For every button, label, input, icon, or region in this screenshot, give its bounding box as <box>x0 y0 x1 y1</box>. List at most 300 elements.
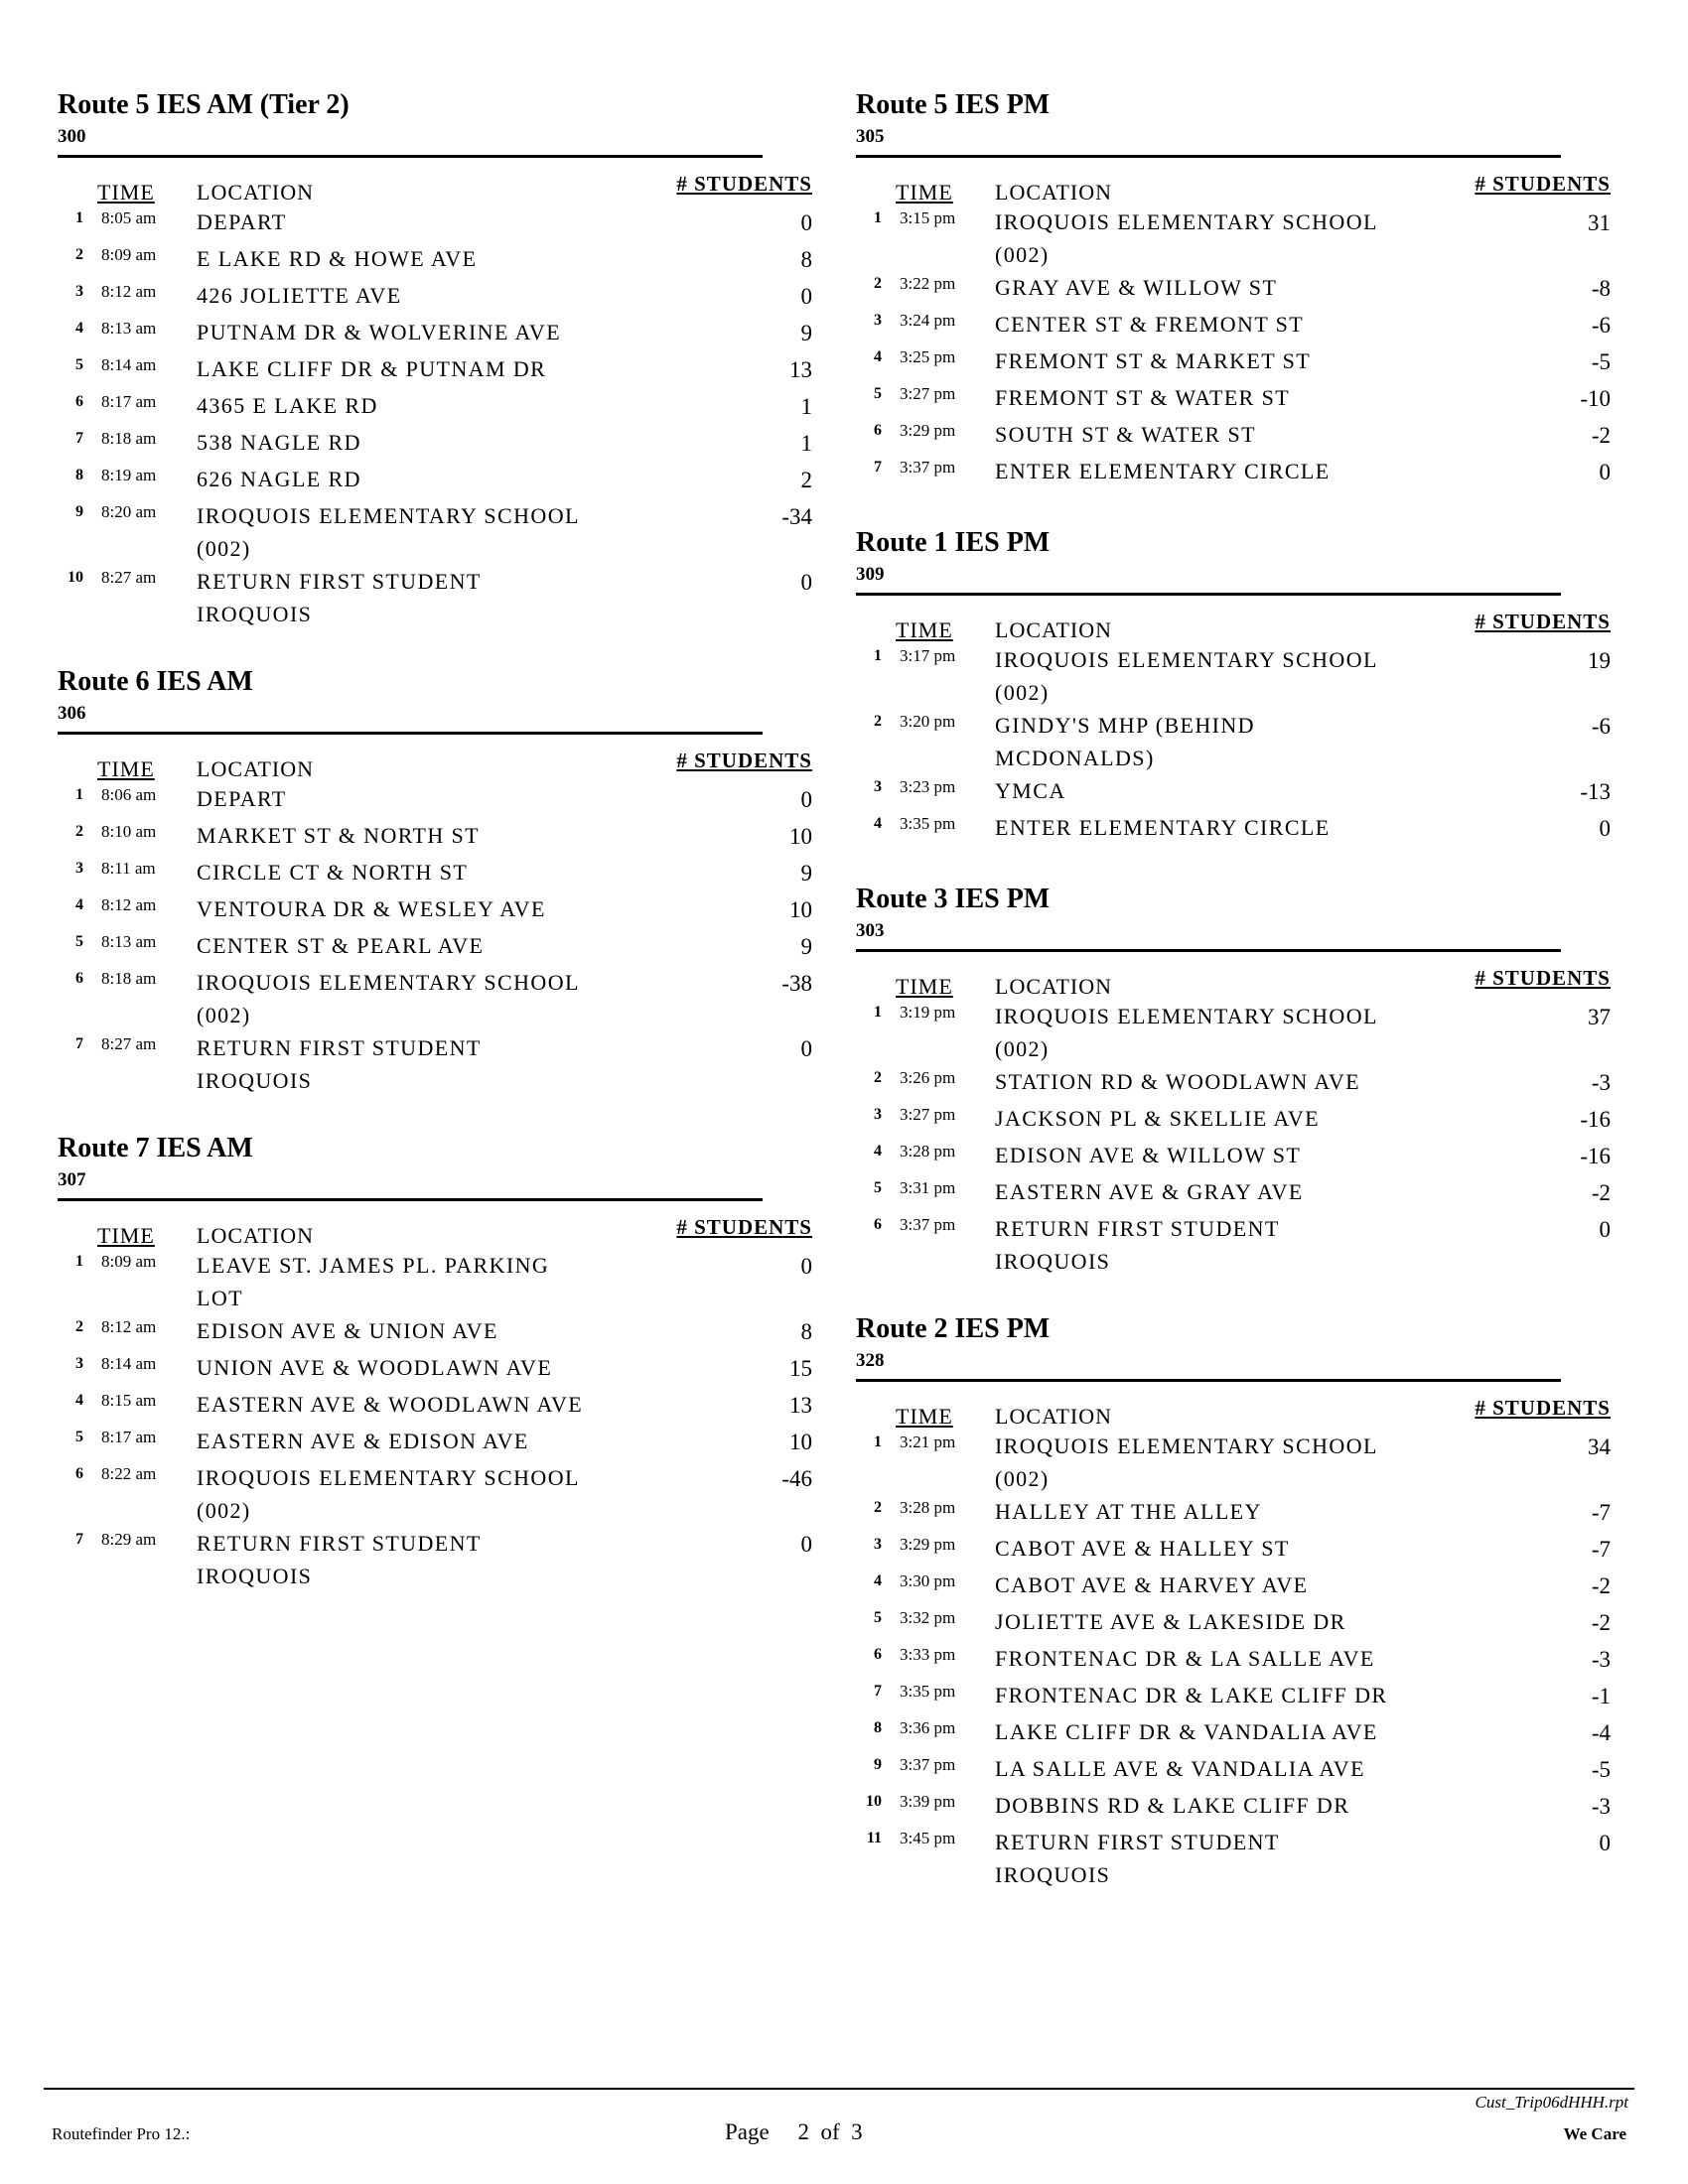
location-column-header: LOCATION <box>995 617 1112 642</box>
route-divider <box>856 155 1561 158</box>
stop-students: -2 <box>1591 1573 1611 1598</box>
stop-row <box>856 1826 1611 1891</box>
stop-time: 3:35 pm <box>900 1682 956 1701</box>
stop-time: 3:37 pm <box>900 1755 956 1774</box>
stop-students: 0 <box>800 1036 812 1061</box>
stop-students: -3 <box>1591 1070 1611 1095</box>
stop-row <box>856 1175 1611 1212</box>
students-column-header: # STUDENTS <box>676 1215 812 1239</box>
stop-students: 1 <box>800 431 812 456</box>
stop-time: 8:12 am <box>101 282 157 301</box>
route-title: Route 2 IES PM <box>856 1313 1051 1344</box>
stop-location: RETURN FIRST STUDENT IROQUOIS <box>197 1035 482 1093</box>
stop-row <box>58 316 812 352</box>
students-column-header: # STUDENTS <box>1475 1396 1611 1420</box>
stop-number: 8 <box>75 467 83 483</box>
stop-row <box>856 1065 1611 1102</box>
page-total: 3 <box>851 2119 863 2144</box>
stop-number: 5 <box>874 385 882 402</box>
stop-time: 3:28 pm <box>900 1498 956 1517</box>
route-section <box>856 87 1611 491</box>
stop-row <box>58 1527 812 1592</box>
stop-location: STATION RD & WOODLAWN AVE <box>995 1069 1360 1094</box>
route-section <box>58 664 812 1097</box>
route-section <box>856 525 1611 848</box>
stop-location: CENTER ST & FREMONT ST <box>995 312 1305 337</box>
stop-students: -10 <box>1580 386 1611 411</box>
column-header-row <box>58 749 812 782</box>
stop-students: 1 <box>800 394 812 419</box>
stop-location: EDISON AVE & UNION AVE <box>197 1318 498 1343</box>
location-column-header: LOCATION <box>995 974 1112 999</box>
stop-number: 5 <box>75 356 83 373</box>
stop-row <box>58 929 812 966</box>
stop-row <box>856 1430 1611 1495</box>
stop-time: 3:27 pm <box>900 1105 956 1124</box>
report-filename: Cust_Trip06dHHH.rpt <box>1475 2093 1628 2112</box>
time-column-header: TIME <box>97 756 155 781</box>
stop-row <box>58 1249 812 1314</box>
stop-location: VENTOURA DR & WESLEY AVE <box>197 896 546 921</box>
stop-students: -16 <box>1580 1107 1611 1132</box>
stop-time: 8:19 am <box>101 466 157 484</box>
stop-students: -34 <box>781 504 812 529</box>
stop-time: 3:29 pm <box>900 1535 956 1554</box>
route-code: 309 <box>856 564 885 585</box>
stop-location: CABOT AVE & HALLEY ST <box>995 1536 1290 1561</box>
stop-row <box>856 811 1611 848</box>
route-code: 307 <box>58 1169 86 1190</box>
stop-number: 6 <box>874 1646 882 1663</box>
stop-time: 3:32 pm <box>900 1608 956 1627</box>
stop-number: 1 <box>874 1004 882 1021</box>
stop-location: MARKET ST & NORTH ST <box>197 823 481 848</box>
stop-location: GINDY'S MHP (BEHIND MCDONALDS) <box>995 713 1255 770</box>
stop-row <box>58 782 812 819</box>
stop-row <box>856 271 1611 308</box>
stop-number: 1 <box>874 1433 882 1450</box>
stop-students: 0 <box>800 284 812 309</box>
stop-students: 8 <box>800 1319 812 1344</box>
software-name: Routefinder Pro 12.: <box>52 2124 191 2143</box>
stop-row <box>856 1752 1611 1789</box>
stop-time: 8:17 am <box>101 1428 157 1446</box>
stop-number: 6 <box>874 422 882 439</box>
stop-students: -2 <box>1591 423 1611 448</box>
stop-row <box>58 1314 812 1351</box>
stop-time: 3:15 pm <box>900 208 956 227</box>
stop-location: CENTER ST & PEARL AVE <box>197 933 485 958</box>
column-header-row <box>856 1396 1611 1430</box>
students-column-header: # STUDENTS <box>676 749 812 772</box>
stop-row <box>856 1000 1611 1065</box>
stop-students: 15 <box>789 1356 812 1381</box>
stop-row <box>856 1212 1611 1278</box>
column-header-row <box>58 172 812 205</box>
stop-row <box>58 352 812 389</box>
stop-location: HALLEY AT THE ALLEY <box>995 1499 1262 1524</box>
stop-row <box>856 1642 1611 1679</box>
stop-row <box>58 892 812 929</box>
stop-time: 3:19 pm <box>900 1003 956 1022</box>
time-column-header: TIME <box>896 180 953 205</box>
stop-row <box>58 242 812 279</box>
stop-time: 8:11 am <box>101 859 156 878</box>
route-title: Route 5 IES PM <box>856 89 1051 120</box>
stop-location: DOBBINS RD & LAKE CLIFF DR <box>995 1793 1350 1818</box>
stop-time: 3:21 pm <box>900 1433 956 1451</box>
stop-row <box>856 1569 1611 1605</box>
page-indicator <box>725 2119 863 2145</box>
time-column-header: TIME <box>896 974 953 999</box>
stop-number: 3 <box>75 1355 83 1372</box>
stop-row <box>856 709 1611 774</box>
route-code: 328 <box>856 1350 885 1371</box>
stop-time: 3:27 pm <box>900 384 956 403</box>
stop-time: 3:39 pm <box>900 1792 956 1811</box>
stop-row <box>58 1388 812 1425</box>
stop-number: 7 <box>874 459 882 476</box>
stop-students: 9 <box>800 861 812 886</box>
stop-location: RETURN FIRST STUDENT IROQUOIS <box>197 569 482 626</box>
stop-students: -13 <box>1580 779 1611 804</box>
stop-row <box>58 499 812 565</box>
stop-students: -5 <box>1591 1757 1611 1782</box>
stop-number: 2 <box>874 713 882 730</box>
stop-location: LAKE CLIFF DR & PUTNAM DR <box>197 356 547 381</box>
column-header-row <box>58 1215 812 1249</box>
stop-number: 3 <box>874 1106 882 1123</box>
location-column-header: LOCATION <box>995 1404 1112 1429</box>
stop-location: PUTNAM DR & WOLVERINE AVE <box>197 320 562 344</box>
stop-number: 7 <box>75 1531 83 1548</box>
stop-row <box>58 1425 812 1461</box>
stop-location: IROQUOIS ELEMENTARY SCHOOL (002) <box>197 503 580 561</box>
stop-location: IROQUOIS ELEMENTARY SCHOOL (002) <box>995 1433 1378 1491</box>
location-column-header: LOCATION <box>197 180 314 205</box>
stop-row <box>856 1139 1611 1175</box>
stop-time: 3:17 pm <box>900 646 956 665</box>
stop-time: 3:37 pm <box>900 1215 956 1234</box>
stop-students: 0 <box>1599 1217 1611 1242</box>
stop-number: 5 <box>75 1429 83 1445</box>
stop-location: LA SALLE AVE & VANDALIA AVE <box>995 1756 1365 1781</box>
stop-number: 1 <box>75 786 83 803</box>
stop-location: DEPART <box>197 209 287 234</box>
organization-name: We Care <box>1563 2124 1626 2143</box>
route-section <box>58 1131 812 1592</box>
stop-time: 8:10 am <box>101 822 157 841</box>
stop-time: 8:12 am <box>101 895 157 914</box>
stop-number: 1 <box>874 209 882 226</box>
stop-time: 3:26 pm <box>900 1068 956 1087</box>
stop-time: 8:12 am <box>101 1317 157 1336</box>
right-column <box>856 87 1611 1891</box>
stop-time: 8:14 am <box>101 1354 157 1373</box>
stop-number: 4 <box>874 815 882 832</box>
stop-location: YMCA <box>995 778 1066 803</box>
stop-time: 3:29 pm <box>900 421 956 440</box>
stop-location: IROQUOIS ELEMENTARY SCHOOL (002) <box>197 1465 580 1523</box>
stop-number: 9 <box>75 503 83 520</box>
stop-number: 7 <box>75 430 83 447</box>
stop-number: 6 <box>874 1216 882 1233</box>
stop-students: 0 <box>800 787 812 812</box>
stop-row <box>856 774 1611 811</box>
route-divider <box>856 593 1561 596</box>
route-divider <box>58 155 763 158</box>
stop-time: 8:27 am <box>101 568 157 587</box>
stop-time: 3:22 pm <box>900 274 956 293</box>
time-column-header: TIME <box>896 617 953 642</box>
stop-students: 0 <box>1599 460 1611 484</box>
stop-students: 8 <box>800 247 812 272</box>
stop-number: 5 <box>874 1179 882 1196</box>
stop-students: 37 <box>1588 1005 1611 1029</box>
stop-location: IROQUOIS ELEMENTARY SCHOOL (002) <box>197 970 580 1027</box>
stop-students: 0 <box>800 570 812 595</box>
stop-row <box>58 1351 812 1388</box>
stop-students: -2 <box>1591 1610 1611 1635</box>
stop-students: 0 <box>1599 816 1611 841</box>
stop-number: 11 <box>866 1830 882 1846</box>
stop-number: 3 <box>75 283 83 300</box>
stop-location: EASTERN AVE & GRAY AVE <box>995 1179 1304 1204</box>
left-column <box>58 87 812 1592</box>
stop-location: LAKE CLIFF DR & VANDALIA AVE <box>995 1719 1378 1744</box>
of-label: of <box>820 2119 840 2144</box>
stop-time: 3:36 pm <box>900 1718 956 1737</box>
route-title: Route 5 IES AM (Tier 2) <box>58 89 350 120</box>
stop-number: 4 <box>75 320 83 337</box>
stop-location: FRONTENAC DR & LA SALLE AVE <box>995 1646 1375 1671</box>
route-title: Route 3 IES PM <box>856 884 1051 914</box>
stop-number: 6 <box>75 393 83 410</box>
route-divider <box>58 732 763 735</box>
column-header-row <box>856 172 1611 205</box>
stop-students: 9 <box>800 934 812 959</box>
time-column-header: TIME <box>97 180 155 205</box>
stop-time: 8:27 am <box>101 1034 157 1053</box>
stop-time: 3:24 pm <box>900 311 956 330</box>
stop-students: -4 <box>1591 1720 1611 1745</box>
stop-students: -1 <box>1591 1684 1611 1708</box>
page-label: Page <box>725 2119 770 2144</box>
stop-location: CABOT AVE & HARVEY AVE <box>995 1572 1309 1597</box>
stop-students: -6 <box>1591 313 1611 338</box>
stop-time: 8:06 am <box>101 785 157 804</box>
stop-time: 3:45 pm <box>900 1829 956 1847</box>
stop-row <box>856 1495 1611 1532</box>
stop-students: 0 <box>800 210 812 235</box>
stop-row <box>58 279 812 316</box>
stop-number: 4 <box>874 1572 882 1589</box>
stop-row <box>58 565 812 630</box>
stop-number: 10 <box>68 569 83 586</box>
stop-location: IROQUOIS ELEMENTARY SCHOOL (002) <box>995 647 1378 705</box>
stop-number: 2 <box>75 1318 83 1335</box>
stop-location: RETURN FIRST STUDENT IROQUOIS <box>197 1531 482 1588</box>
route-title: Route 7 IES AM <box>58 1133 253 1163</box>
location-column-header: LOCATION <box>197 756 314 781</box>
stop-row <box>58 1031 812 1097</box>
stop-row <box>856 643 1611 709</box>
stop-time: 3:23 pm <box>900 777 956 796</box>
route-section <box>856 882 1611 1278</box>
stop-number: 5 <box>75 933 83 950</box>
stop-students: -8 <box>1591 276 1611 301</box>
stop-row <box>856 344 1611 381</box>
stop-students: 9 <box>800 321 812 345</box>
route-section <box>856 1311 1611 1891</box>
stop-time: 3:25 pm <box>900 347 956 366</box>
stop-location: FRONTENAC DR & LAKE CLIFF DR <box>995 1683 1388 1707</box>
stop-number: 2 <box>75 823 83 840</box>
stop-number: 4 <box>75 1392 83 1409</box>
stop-students: 31 <box>1588 210 1611 235</box>
stop-number: 8 <box>874 1719 882 1736</box>
stop-location: 626 NAGLE RD <box>197 467 361 491</box>
stop-students: 0 <box>800 1532 812 1557</box>
stop-location: FREMONT ST & WATER ST <box>995 385 1291 410</box>
stop-students: -38 <box>781 971 812 996</box>
stop-location: CIRCLE CT & NORTH ST <box>197 860 469 885</box>
stop-location: E LAKE RD & HOWE AVE <box>197 246 478 271</box>
stop-row <box>856 308 1611 344</box>
stop-number: 6 <box>75 1465 83 1482</box>
stop-location: LEAVE ST. JAMES PL. PARKING LOT <box>197 1253 550 1310</box>
stop-number: 10 <box>866 1793 882 1810</box>
stop-students: -46 <box>781 1466 812 1491</box>
stop-time: 3:37 pm <box>900 458 956 477</box>
route-code: 300 <box>58 126 86 147</box>
stop-location: RETURN FIRST STUDENT IROQUOIS <box>995 1216 1280 1274</box>
stop-row <box>58 856 812 892</box>
stop-students: -7 <box>1591 1500 1611 1525</box>
stop-time: 8:13 am <box>101 319 157 338</box>
stop-time: 3:33 pm <box>900 1645 956 1664</box>
stop-time: 8:15 am <box>101 1391 157 1410</box>
stop-time: 8:05 am <box>101 208 157 227</box>
stop-time: 8:09 am <box>101 245 157 264</box>
stop-students: -6 <box>1591 714 1611 739</box>
stop-number: 1 <box>75 209 83 226</box>
stop-students: 10 <box>789 897 812 922</box>
students-column-header: # STUDENTS <box>1475 966 1611 990</box>
stop-row <box>58 205 812 242</box>
stop-location: SOUTH ST & WATER ST <box>995 422 1256 447</box>
route-divider <box>58 1198 763 1201</box>
stop-location: 538 NAGLE RD <box>197 430 361 455</box>
location-column-header: LOCATION <box>197 1223 314 1248</box>
stop-students: 10 <box>789 824 812 849</box>
time-column-header: TIME <box>896 1404 953 1429</box>
students-column-header: # STUDENTS <box>676 172 812 196</box>
stop-students: -3 <box>1591 1647 1611 1672</box>
stop-row <box>856 1789 1611 1826</box>
stop-number: 2 <box>874 1499 882 1516</box>
stop-students: 0 <box>800 1254 812 1279</box>
stop-students: -2 <box>1591 1180 1611 1205</box>
stop-time: 3:35 pm <box>900 814 956 833</box>
stop-time: 8:13 am <box>101 932 157 951</box>
stop-time: 8:20 am <box>101 502 157 521</box>
stop-time: 3:28 pm <box>900 1142 956 1160</box>
column-header-row <box>856 966 1611 1000</box>
stop-location: FREMONT ST & MARKET ST <box>995 348 1312 373</box>
stop-students: -16 <box>1580 1144 1611 1168</box>
stop-number: 2 <box>75 246 83 263</box>
stop-row <box>856 1605 1611 1642</box>
stop-time: 8:14 am <box>101 355 157 374</box>
stop-number: 4 <box>874 1143 882 1160</box>
stop-row <box>58 819 812 856</box>
route-code: 305 <box>856 126 885 147</box>
route-divider <box>856 949 1561 952</box>
stop-location: EASTERN AVE & EDISON AVE <box>197 1429 529 1453</box>
stop-students: 10 <box>789 1430 812 1454</box>
stop-location: RETURN FIRST STUDENT IROQUOIS <box>995 1830 1280 1887</box>
location-column-header: LOCATION <box>995 180 1112 205</box>
stop-location: EDISON AVE & WILLOW ST <box>995 1143 1302 1167</box>
stop-location: UNION AVE & WOODLAWN AVE <box>197 1355 553 1380</box>
stop-time: 8:22 am <box>101 1464 157 1483</box>
students-column-header: # STUDENTS <box>1475 172 1611 196</box>
stop-students: -5 <box>1591 349 1611 374</box>
stop-students: -7 <box>1591 1537 1611 1562</box>
stop-time: 3:20 pm <box>900 712 956 731</box>
route-code: 303 <box>856 920 885 941</box>
stop-students: 13 <box>789 357 812 382</box>
stop-row <box>856 381 1611 418</box>
stop-time: 8:29 am <box>101 1530 157 1549</box>
stop-row <box>856 1679 1611 1715</box>
stop-location: IROQUOIS ELEMENTARY SCHOOL (002) <box>995 209 1378 267</box>
stop-time: 8:18 am <box>101 969 157 988</box>
stop-location: 4365 E LAKE RD <box>197 393 378 418</box>
stop-row <box>58 463 812 499</box>
stop-row <box>856 1532 1611 1569</box>
stop-number: 3 <box>874 778 882 795</box>
stop-location: DEPART <box>197 786 287 811</box>
stop-row <box>58 389 812 426</box>
stop-number: 2 <box>874 275 882 292</box>
stop-number: 3 <box>874 1536 882 1553</box>
stop-row <box>856 418 1611 455</box>
stop-number: 4 <box>75 896 83 913</box>
stop-number: 5 <box>874 1609 882 1626</box>
route-title: Route 1 IES PM <box>856 527 1051 558</box>
stop-row <box>58 426 812 463</box>
stop-number: 1 <box>75 1253 83 1270</box>
stop-location: ENTER ELEMENTARY CIRCLE <box>995 815 1331 840</box>
stop-students: 34 <box>1588 1434 1611 1459</box>
stop-row <box>856 1715 1611 1752</box>
stop-location: 426 JOLIETTE AVE <box>197 283 402 308</box>
page-number: 2 <box>797 2119 809 2144</box>
stop-location: EASTERN AVE & WOODLAWN AVE <box>197 1392 584 1417</box>
stop-students: 19 <box>1588 648 1611 673</box>
stop-number: 9 <box>874 1756 882 1773</box>
route-title: Route 6 IES AM <box>58 666 253 697</box>
time-column-header: TIME <box>97 1223 155 1248</box>
stop-location: JOLIETTE AVE & LAKESIDE DR <box>995 1609 1346 1634</box>
stop-number: 3 <box>75 860 83 877</box>
column-header-row <box>856 610 1611 643</box>
route-divider <box>856 1379 1561 1382</box>
stop-students: 0 <box>1599 1831 1611 1855</box>
stop-row <box>58 966 812 1031</box>
